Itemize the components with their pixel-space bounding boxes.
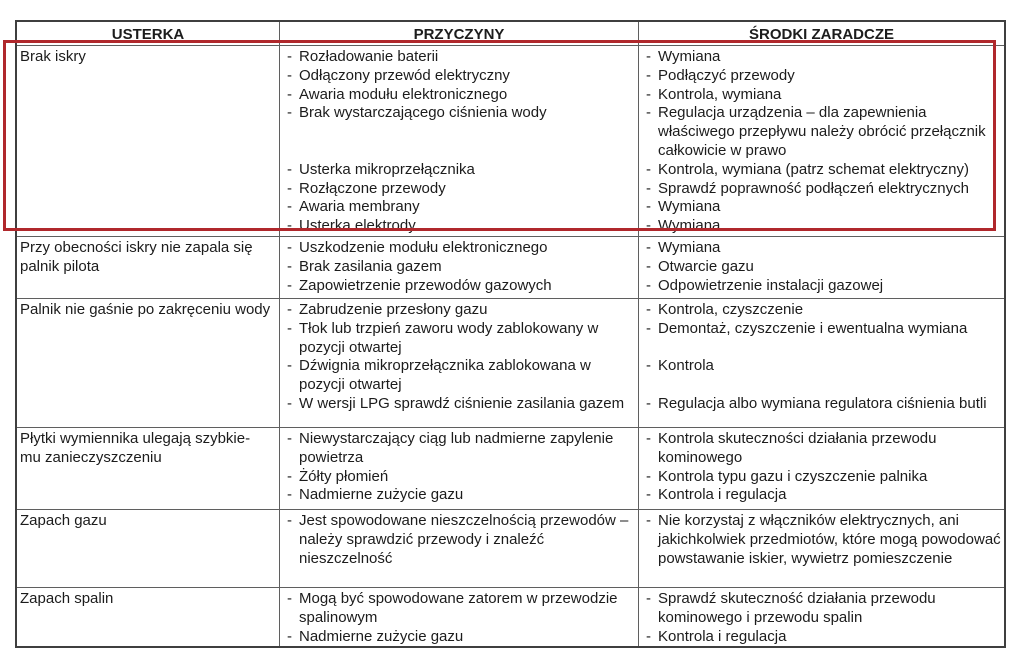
list-item [280,357,636,395]
dash-bullet: - [646,257,651,275]
dash-bullet: - [646,627,651,645]
dash-bullet: - [287,104,292,122]
dash-bullet: - [287,217,292,235]
list-item [639,357,1002,376]
list-item [280,628,636,647]
list-item-text: Brak wystarczającego ciśnienia wody [299,104,547,122]
list-item [280,67,636,86]
remedies-list [639,299,1004,414]
list-item [280,142,636,161]
list-item-text: Odłączony przewód elektryczny [299,66,510,84]
list-item [280,258,636,277]
list-item [639,104,1002,160]
dash-bullet: - [646,589,651,607]
list-item [639,376,1002,395]
fault-cell: Przy obecności iskry nie zapala się palnik pilota [17,237,280,298]
remedies-cell [639,299,1004,427]
column-header-przyczyny: PRZYCZYNY [280,22,639,45]
dash-bullet: - [646,486,651,504]
table-header-row [17,22,1004,46]
dash-bullet: - [287,589,292,607]
list-item-text: Wymiana [658,198,721,216]
list-item-text: Nadmierne zużycie gazu [299,627,464,645]
list-item-text: Kontrola skuteczności działania przewodu kominowego [658,429,937,466]
dash-bullet: - [646,357,651,375]
dash-bullet: - [646,429,651,447]
causes-cell [280,428,639,509]
remedies-cell [639,46,1004,236]
list-item-text: Awaria membrany [299,198,420,216]
remedies-cell [639,428,1004,509]
list-item [280,486,636,505]
dash-bullet: - [287,627,292,645]
causes-list [280,46,638,236]
list-item [280,86,636,105]
troubleshooting-table [15,20,1006,648]
list-item [639,590,1002,628]
list-item [639,512,1002,568]
dash-bullet: - [646,160,651,178]
list-item [639,320,1002,339]
list-item [639,628,1002,647]
dash-bullet: - [287,511,292,529]
list-item [280,320,636,358]
list-item-text: Kontrola, wymiana (patrz schemat elektryczny) [658,160,969,178]
list-item [639,239,1002,258]
list-item-text: Odpowietrzenie instalacji gazowej [658,276,884,294]
dash-bullet: - [287,179,292,197]
column-header-usterka: USTERKA [17,22,280,45]
remedies-cell [639,237,1004,298]
list-item [280,430,636,468]
list-item-text: Sprawdź skuteczność działania przewodu kominowego i przewodu spalin [658,589,936,626]
list-item [639,339,1002,358]
list-item-text: Demontaż, czyszczenie i ewentualna wymiana [658,319,968,337]
list-item [280,198,636,217]
dash-bullet: - [287,357,292,375]
list-item-text: Kontrola typu gazu i czyszczenie palnika [658,467,928,485]
causes-list [280,510,638,568]
list-item [280,512,636,568]
list-item-text: Kontrola, wymiana [658,85,782,103]
list-item [639,86,1002,105]
dash-bullet: - [287,319,292,337]
causes-cell [280,299,639,427]
list-item-text: Usterka elektrody [299,217,416,235]
list-item-text: Niewystarczający ciąg lub nadmierne zapylenie powietrza [299,429,614,466]
dash-bullet: - [287,300,292,318]
list-item-text: Wymiana [658,48,721,65]
list-item-text: Żółty płomień [299,467,389,485]
list-item [280,217,636,236]
list-item-text: W wersji LPG sprawdź ciśnienie zasilania gazem [299,394,625,412]
list-item-text: Usterka mikroprzełącznika [299,160,475,178]
list-item-text: Wymiana [658,238,721,256]
dash-bullet: - [287,467,292,485]
list-item [639,217,1002,236]
remedies-list [639,588,1004,646]
list-item-text: Dźwignia mikroprzełącznika zablokowana w pozycji otwartej [299,357,591,394]
list-item-text: Uszkodzenie modułu elektronicznego [299,238,548,256]
dash-bullet: - [287,394,292,412]
list-item-text: Kontrola i regulacja [658,486,787,504]
dash-bullet: - [287,48,292,65]
fault-cell: Brak iskry [17,46,280,236]
dash-bullet: - [646,276,651,294]
list-item [280,395,636,414]
table-row [17,237,1004,299]
remedies-list [639,510,1004,568]
list-item-text: Regulacja urządzenia – dla zapewnienia właściwego przepływu należy obrócić przełącznik całkowicie w prawo [658,104,986,159]
list-item [639,486,1002,505]
table-row [17,588,1004,646]
remedies-cell [639,510,1004,587]
dash-bullet: - [646,104,651,122]
fault-cell: Zapach gazu [17,510,280,587]
dash-bullet: - [287,257,292,275]
dash-bullet: - [646,300,651,318]
list-item-text: Zapowietrzenie przewodów gazowych [299,276,552,294]
list-item-text: Kontrola i regulacja [658,627,787,645]
list-item-text: Podłączyć przewody [658,66,795,84]
list-item [639,258,1002,277]
dash-bullet: - [646,319,651,337]
causes-list [280,237,638,295]
list-item-text: Otwarcie gazu [658,257,754,275]
causes-cell [280,510,639,587]
dash-bullet: - [287,66,292,84]
dash-bullet: - [287,238,292,256]
dash-bullet: - [287,198,292,216]
fault-cell: Płytki wymiennika ulegają szybkie- mu zanieczyszczeniu [17,428,280,509]
list-item-text: Rozłączone przewody [299,179,446,197]
table-row [17,428,1004,510]
dash-bullet: - [646,238,651,256]
list-item [639,277,1002,296]
dash-bullet: - [287,85,292,103]
fault-cell: Palnik nie gaśnie po zakręceniu wody [17,299,280,427]
list-item [639,48,1002,67]
fault-cell: Zapach spalin [17,588,280,646]
list-item-text: Mogą być spowodowane zatorem w przewodzie spalinowym [299,589,618,626]
list-item-text: Brak zasilania gazem [299,257,442,275]
list-item [280,301,636,320]
list-item [639,67,1002,86]
list-item [280,468,636,487]
list-item [280,104,636,123]
causes-list [280,299,638,414]
dash-bullet: - [646,85,651,103]
list-item-text: Nie korzystaj z włączników elektrycznych, ani jakichkolwiek przedmiotów, które mogą powodować powstawanie iskier, wywietrz pomieszczenie [658,511,1001,567]
list-item [280,239,636,258]
list-item-text: Rozładowanie baterii [299,48,439,65]
dash-bullet: - [287,486,292,504]
causes-list [280,588,638,646]
dash-bullet: - [646,467,651,485]
dash-bullet: - [287,429,292,447]
list-item-text: Kontrola, czyszczenie [658,300,804,318]
list-item [280,277,636,296]
list-item [280,590,636,628]
list-item [280,123,636,142]
remedies-list [639,428,1004,505]
causes-cell [280,237,639,298]
list-item [280,161,636,180]
dash-bullet: - [646,394,651,412]
list-item-text: Sprawdź poprawność podłączeń elektrycznych [658,179,969,197]
list-item-text: Wymiana [658,217,721,235]
remedies-list [639,46,1004,236]
list-item [639,468,1002,487]
list-item [639,301,1002,320]
dash-bullet: - [646,179,651,197]
dash-bullet: - [646,198,651,216]
list-item-text: Kontrola [658,357,714,375]
list-item-text: Jest spowodowane nieszczelnością przewodów – należy sprawdzić przewody i znaleźć nieszczelność [299,511,629,567]
causes-cell [280,588,639,646]
causes-cell [280,46,639,236]
dash-bullet: - [646,66,651,84]
remedies-list [639,237,1004,295]
list-item [639,180,1002,199]
list-item [280,180,636,199]
dash-bullet: - [287,276,292,294]
list-item [639,430,1002,468]
table-row [17,299,1004,428]
list-item-text: Regulacja albo wymiana regulatora ciśnienia butli [658,394,987,412]
table-row [17,46,1004,237]
table-row [17,510,1004,588]
causes-list [280,428,638,505]
remedies-cell [639,588,1004,646]
list-item [280,48,636,67]
list-item-text: Nadmierne zużycie gazu [299,486,464,504]
column-header-srodki-zaradcze: ŚRODKI ZARADCZE [749,26,894,43]
list-item-text: Zabrudzenie przesłony gazu [299,300,488,318]
list-item-text: Tłok lub trzpień zaworu wody zablokowany w pozycji otwartej [299,319,599,356]
dash-bullet: - [646,48,651,65]
dash-bullet: - [287,160,292,178]
dash-bullet: - [646,511,651,529]
list-item [639,198,1002,217]
dash-bullet: - [646,217,651,235]
list-item-text: Awaria modułu elektronicznego [299,85,508,103]
list-item [639,161,1002,180]
list-item [639,395,1002,414]
